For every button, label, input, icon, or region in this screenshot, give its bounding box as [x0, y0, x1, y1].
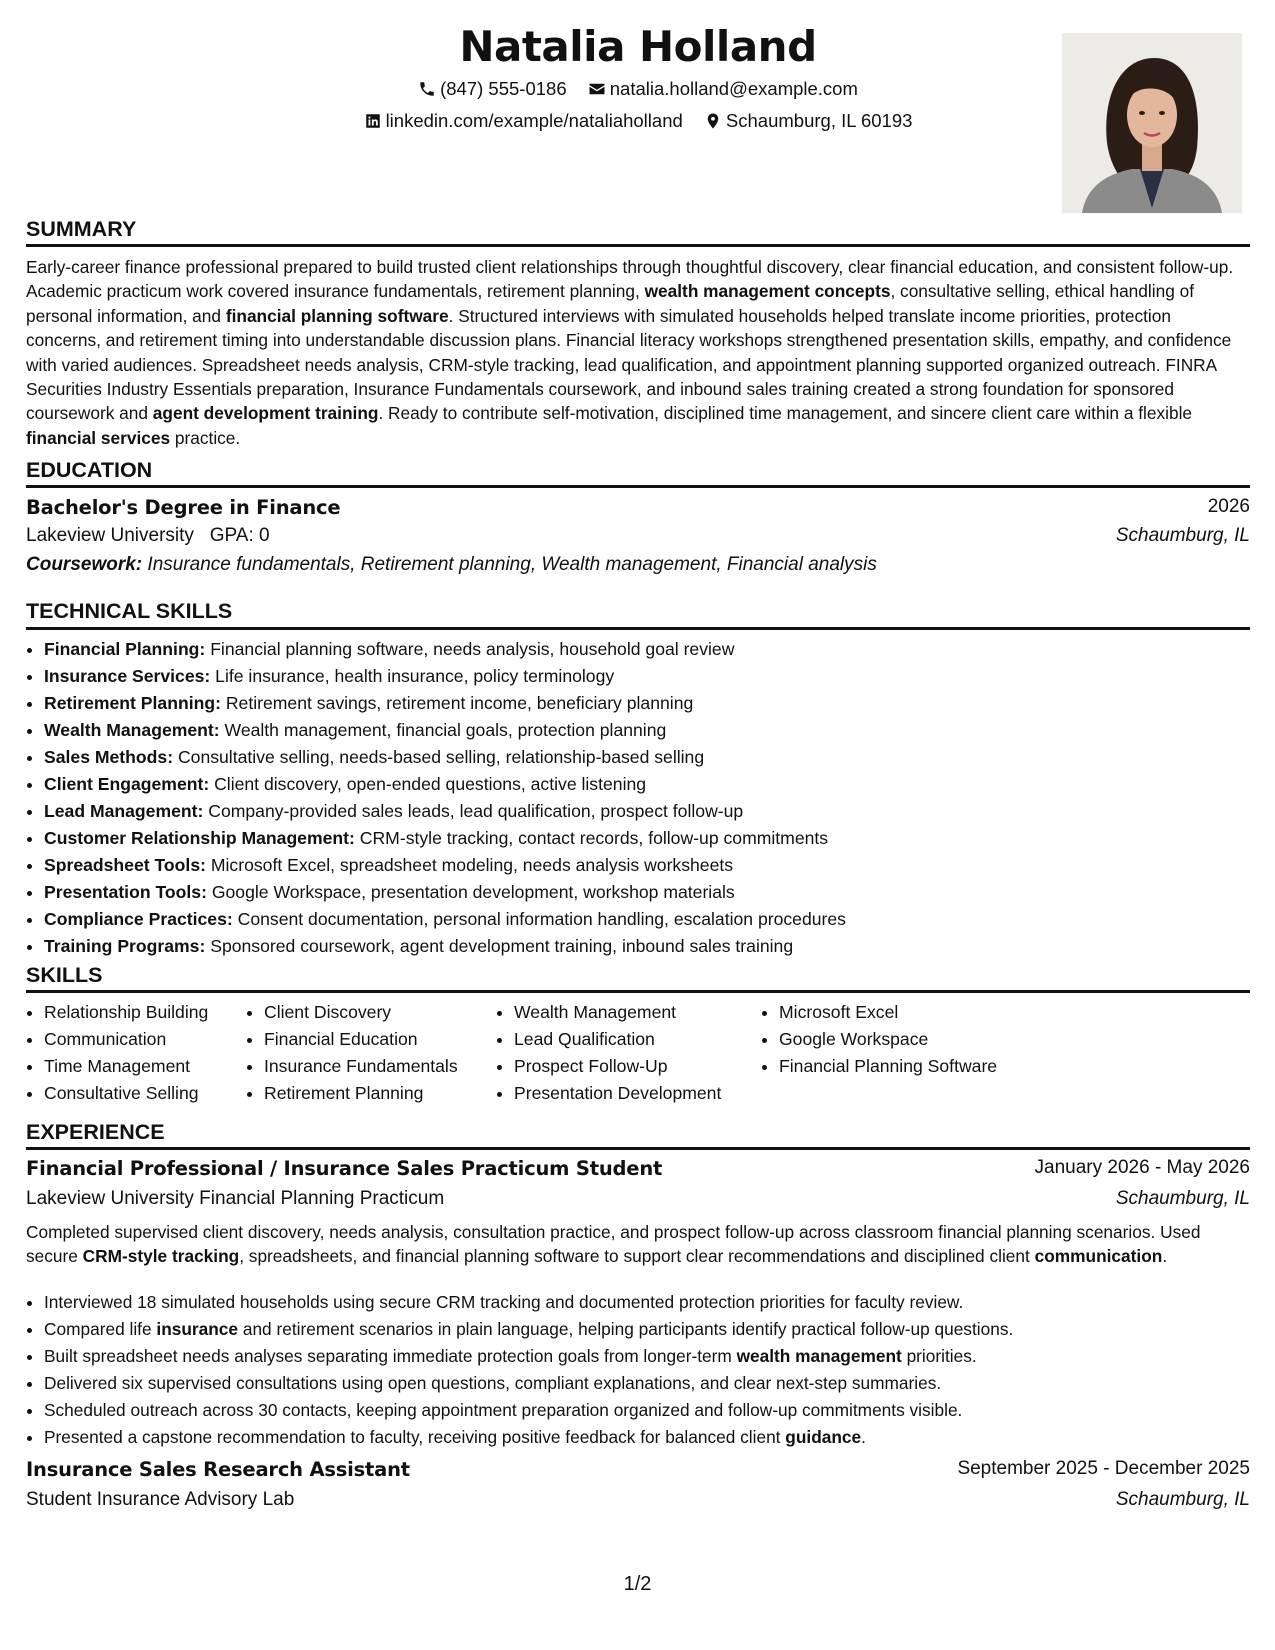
- technical-skills-divider: [26, 627, 1250, 630]
- experience-heading: EXPERIENCE: [26, 1120, 165, 1144]
- phone-item: [418, 78, 567, 100]
- coursework-line: [26, 554, 1250, 576]
- summary-heading: SUMMARY: [26, 217, 137, 241]
- list-item: • Google Workspace: [779, 1026, 997, 1053]
- list-item: • Client Engagement: Client discovery, open-ended questions, active listening: [44, 771, 1244, 798]
- location-text: Schaumburg, IL 60193: [725, 110, 913, 131]
- school-line: [26, 525, 1250, 547]
- profile-photo: [1062, 33, 1242, 213]
- technical-skills-heading: TECHNICAL SKILLS: [26, 599, 233, 623]
- skills-column-4: [761, 999, 997, 1080]
- education-divider: [26, 485, 1250, 488]
- coursework-list: Insurance fundamentals, Retirement planning, Wealth management, Financial analysis: [147, 554, 877, 575]
- list-item: • Wealth Management: [514, 999, 721, 1026]
- list-item: • Compared life insurance and retirement scenarios in plain language, helping participants identify practical follow-up questions.: [44, 1316, 1244, 1343]
- gpa: GPA: 0: [209, 525, 270, 546]
- technical-skills-list: [26, 636, 1244, 960]
- job-dates-1: January 2026 - May 2026: [1034, 1157, 1250, 1178]
- map-pin-icon: [704, 112, 722, 130]
- email-item: [588, 78, 858, 100]
- list-item: • Microsoft Excel: [779, 999, 997, 1026]
- list-item: • Insurance Services: Life insurance, health insurance, policy terminology: [44, 663, 1244, 690]
- email-text[interactable]: natalia.holland@example.com: [609, 78, 858, 99]
- list-item: • Scheduled outreach across 30 contacts, keeping appointment preparation organized and follow-up commitments visible.: [44, 1397, 1244, 1424]
- list-item: • Retirement Planning: Retirement savings, retirement income, beneficiary planning: [44, 690, 1244, 717]
- list-item: • Compliance Practices: Consent documentation, personal information handling, escalation procedures: [44, 906, 1244, 933]
- list-item: • Delivered six supervised consultations using open questions, compliant explanations, and clear next-step summaries.: [44, 1370, 1244, 1397]
- list-item: • Spreadsheet Tools: Microsoft Excel, spreadsheet modeling, needs analysis worksheets: [44, 852, 1244, 879]
- linkedin-text[interactable]: linkedin.com/example/nataliaholland: [385, 110, 683, 131]
- page-number: 1/2: [623, 1573, 652, 1595]
- resume-page: [26, 0, 1250, 1650]
- list-item: • Client Discovery: [264, 999, 458, 1026]
- job-location-2: Schaumburg, IL: [1115, 1489, 1250, 1510]
- location-item: [704, 110, 913, 132]
- list-item: • Financial Planning Software: [779, 1053, 997, 1080]
- phone-text: (847) 555-0186: [440, 78, 567, 99]
- degree-title: Bachelor's Degree in Finance: [26, 496, 341, 519]
- coursework-label: Coursework:: [26, 554, 143, 575]
- job-title-1: Financial Professional / Insurance Sales Practicum Student: [26, 1157, 663, 1180]
- list-item: • Consultative Selling: [44, 1080, 208, 1107]
- list-item: • Insurance Fundamentals: [264, 1053, 458, 1080]
- phone-icon: [418, 80, 436, 98]
- skills-divider: [26, 990, 1250, 993]
- list-item: • Communication: [44, 1026, 208, 1053]
- candidate-name: Natalia Holland: [459, 22, 817, 71]
- list-item: • Presentation Development: [514, 1080, 721, 1107]
- list-item: • Built spreadsheet needs analyses separating immediate protection goals from longer-term wealth management priorities.: [44, 1343, 1244, 1370]
- envelope-icon: [588, 80, 606, 98]
- list-item: • Wealth Management: Wealth management, financial goals, protection planning: [44, 717, 1244, 744]
- list-item: • Time Management: [44, 1053, 208, 1080]
- linkedin-icon: [364, 112, 382, 130]
- list-item: • Retirement Planning: [264, 1080, 458, 1107]
- job-bullets-1: [26, 1289, 1244, 1451]
- list-item: • Presented a capstone recommendation to faculty, receiving positive feedback for balanced client guidance.: [44, 1424, 1244, 1451]
- list-item: • Lead Qualification: [514, 1026, 721, 1053]
- graduation-year: 2026: [1207, 496, 1250, 517]
- list-item: • Prospect Follow-Up: [514, 1053, 721, 1080]
- school-location: Schaumburg, IL: [1115, 525, 1250, 546]
- skills-heading: SKILLS: [26, 963, 103, 987]
- school-name: Lakeview University: [26, 525, 194, 546]
- summary-divider: [26, 244, 1250, 247]
- list-item: • Financial Planning: Financial planning software, needs analysis, household goal review: [44, 636, 1244, 663]
- skills-column-3: [496, 999, 721, 1107]
- list-item: • Presentation Tools: Google Workspace, presentation development, workshop materials: [44, 879, 1244, 906]
- linkedin-item: [364, 110, 683, 132]
- job-org-1: Lakeview University Financial Planning Practicum: [26, 1188, 445, 1209]
- list-item: • Financial Education: [264, 1026, 458, 1053]
- list-item: • Training Programs: Sponsored coursework, agent development training, inbound sales training: [44, 933, 1244, 960]
- job-org-2: Student Insurance Advisory Lab: [26, 1489, 295, 1510]
- list-item: • Relationship Building: [44, 999, 208, 1026]
- job-location-1: Schaumburg, IL: [1115, 1188, 1250, 1209]
- education-heading: EDUCATION: [26, 458, 153, 482]
- job-title-2: Insurance Sales Research Assistant: [26, 1458, 410, 1481]
- skills-column-2: [246, 999, 458, 1107]
- job-description-1: Completed supervised client discovery, needs analysis, consultation practice, and prospect follow-up across classroom financial planning scenarios. Used secure CRM-style tracking, spreadsheets, and financial planning software to support clear recommendations and disciplined client communication.: [26, 1222, 1201, 1267]
- list-item: • Sales Methods: Consultative selling, needs-based selling, relationship-based selling: [44, 744, 1244, 771]
- skills-column-1: [26, 999, 208, 1107]
- summary-text: Early-career finance professional prepared to build trusted client relationships through thoughtful discovery, clear financial education, and consistent follow-up. Academic practicum work covered insurance fundamentals, retirement planning, wealth management concepts, consultative selling, ethical handling of personal information, and financial planning software. Structured interviews with simulated households helped translate income priorities, protection concerns, and retirement timing into understandable discussion plans. Financial literacy workshops strengthened presentation skills, empathy, and confidence with varied audiences. Spreadsheet needs analysis, CRM-style tracking, lead qualification, and appointment planning supported organized outreach. FINRA Securities Industry Essentials preparation, Insurance Fundamentals coursework, and inbound sales training created a strong foundation for sponsored coursework and agent development training. Ready to contribute self-motivation, disciplined time management, and sincere client care within a flexible financial services practice.: [26, 257, 1234, 448]
- job-dates-2: September 2025 - December 2025: [957, 1458, 1250, 1479]
- list-item: • Interviewed 18 simulated households using secure CRM tracking and documented protection priorities for faculty review.: [44, 1289, 1244, 1316]
- experience-divider: [26, 1147, 1250, 1150]
- list-item: • Lead Management: Company-provided sales leads, lead qualification, prospect follow-up: [44, 798, 1244, 825]
- list-item: • Customer Relationship Management: CRM-style tracking, contact records, follow-up commitments: [44, 825, 1244, 852]
